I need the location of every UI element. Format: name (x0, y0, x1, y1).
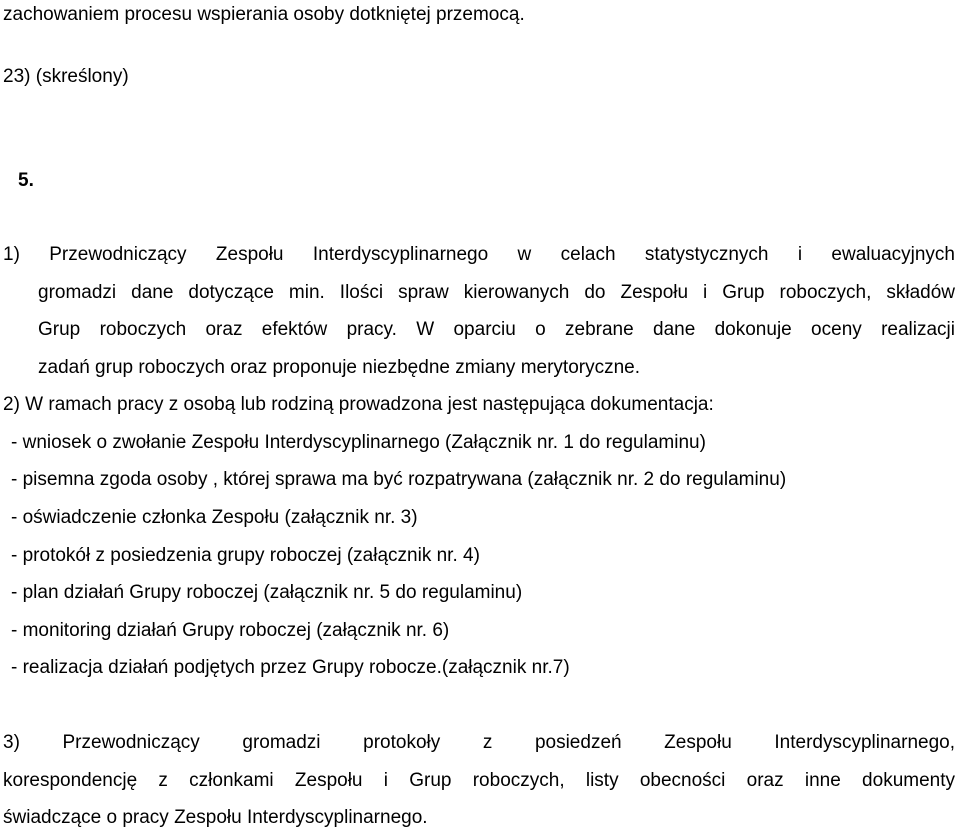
list-item: - realizacja działań podjętych przez Grupy robocze.(załącznik nr.7) (11, 657, 570, 678)
list-item: - plan działań Grupy roboczej (załącznik nr. 5 do regulaminu) (11, 582, 523, 603)
p1-line-4: zadań grup roboczych oraz proponuje niezbędne zmiany merytoryczne. (38, 357, 640, 378)
list-item: - pisemna zgoda osoby , której sprawa ma być rozpatrywana (załącznik nr. 2 do regulaminu) (11, 469, 787, 490)
p1-line-2: gromadzi dane dotyczące min. Ilości spraw kierowanych do Zespołu i Grup roboczych, składów (38, 282, 955, 303)
p3-line-2: korespondencję z członkami Zespołu i Grup roboczych, listy obecności oraz inne dokumenty (3, 770, 955, 791)
list-item: - oświadczenie członka Zespołu (załącznik nr. 3) (11, 507, 418, 528)
section-number: 5. (18, 170, 34, 191)
p1-line-1: 1) Przewodniczący Zespołu Interdyscyplinarnego w celach statystycznych i ewaluacyjnych (3, 244, 955, 265)
list-item: - protokół z posiedzenia grupy roboczej (załącznik nr. 4) (11, 545, 480, 566)
p3-line-3: świadczące o pracy Zespołu Interdyscyplinarnego. (3, 807, 428, 828)
p3-line-1: 3) Przewodniczący gromadzi protokoły z posiedzeń Zespołu Interdyscyplinarnego, (3, 732, 955, 753)
list-item: - monitoring działań Grupy roboczej (załącznik nr. 6) (11, 620, 450, 641)
p1-line-3: Grup roboczych oraz efektów pracy. W oparciu o zebrane dane dokonuje oceny realizacji (38, 319, 955, 340)
item-23: 23) (skreślony) (3, 66, 129, 87)
p2-intro: 2) W ramach pracy z osobą lub rodziną prowadzona jest następująca dokumentacja: (3, 394, 714, 415)
list-item: - wniosek o zwołanie Zespołu Interdyscyplinarnego (Załącznik nr. 1 do regulaminu) (11, 432, 706, 453)
text-line-top: zachowaniem procesu wspierania osoby dotkniętej przemocą. (3, 4, 525, 25)
